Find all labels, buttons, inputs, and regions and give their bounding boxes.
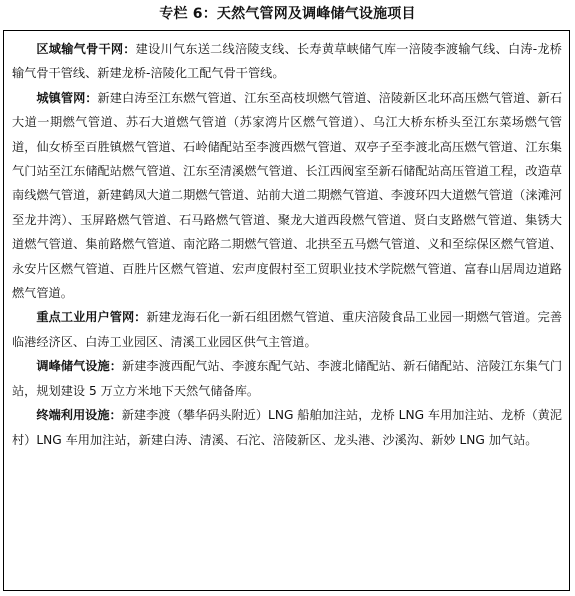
section-heading: 城镇管网：	[36, 90, 98, 105]
content-box	[3, 30, 570, 591]
section-body: 新建龙海石化一新石组团燃气管道、重庆涪陵食品工业园一期燃气管道。完善临港经济区、白涛工业园区、清溪工业园区供气主管道。	[12, 310, 563, 349]
section-terminal-facilities	[12, 403, 562, 452]
section-peak-storage	[12, 354, 562, 403]
section-body: 新建李渡西配气站、李渡东配气站、李渡北储配站、新石储配站、涪陵江东集气门站，规划建设 5 万立方米地下天然气储备库。	[12, 359, 563, 398]
section-heading: 调峰储气设施：	[36, 359, 122, 374]
section-body: 建设川气东送二线涪陵支线、长寿黄草峡储气库一涪陵李渡输气线、白涛-龙桥输气骨干管线、新建龙桥-涪陵化工配气骨干管线。	[12, 42, 562, 81]
section-body: 新建李渡（攀华码头附近）LNG 船舶加注站，龙桥 LNG 车用加注站、龙桥（黄泥村）LNG 车用加注站，新建白涛、清溪、石沱、涪陵新区、龙头港、沙溪沟、新妙 LNG 加气站。	[12, 408, 562, 447]
section-industrial-network	[12, 305, 562, 354]
section-heading: 区域输气骨干网：	[36, 42, 136, 56]
section-heading: 重点工业用户管网：	[36, 310, 147, 325]
section-body: 新建白涛至江东燃气管道、江东至高枝坝燃气管道、涪陵新区北环高压燃气管道、新石大道一期燃气管道、苏石大道燃气管道（苏家湾片区燃气管道）、乌江大桥东桥头至江东菜场燃气管道，仙女桥至百胜镇燃气管道、石岭储配站至李渡西燃气管道、双亭子至李渡北高压燃气管道、江东集气门站至江东储配站燃气管道、江东至清溪燃气管道、长江西阀室至新石储配站高压管道工程，改造草南线燃气管道，新建鹤凤大道二期燃气管道、站前大道二期燃气管道、李渡环四大道燃气管道（涞滩河至龙井湾）、玉屏路燃气管道、石马路燃气管道、聚龙大道西段燃气管道、贤白支路燃气管道、集锈大道燃气管道、集前路燃气管道、南沱路二期燃气管道、北拱至五马燃气管道、义和至综保区燃气管道、永安片区燃气管道、百胜片区燃气管道、宏声度假村至工贸职业技术学院燃气管道、富春山居周边道路燃气管道。	[12, 90, 563, 301]
section-regional-trunk	[12, 37, 562, 86]
column-title: 专栏 6：天然气管网及调峰储气设施项目	[159, 6, 416, 22]
section-urban-network	[12, 86, 562, 306]
section-heading: 终端利用设施：	[36, 408, 122, 423]
